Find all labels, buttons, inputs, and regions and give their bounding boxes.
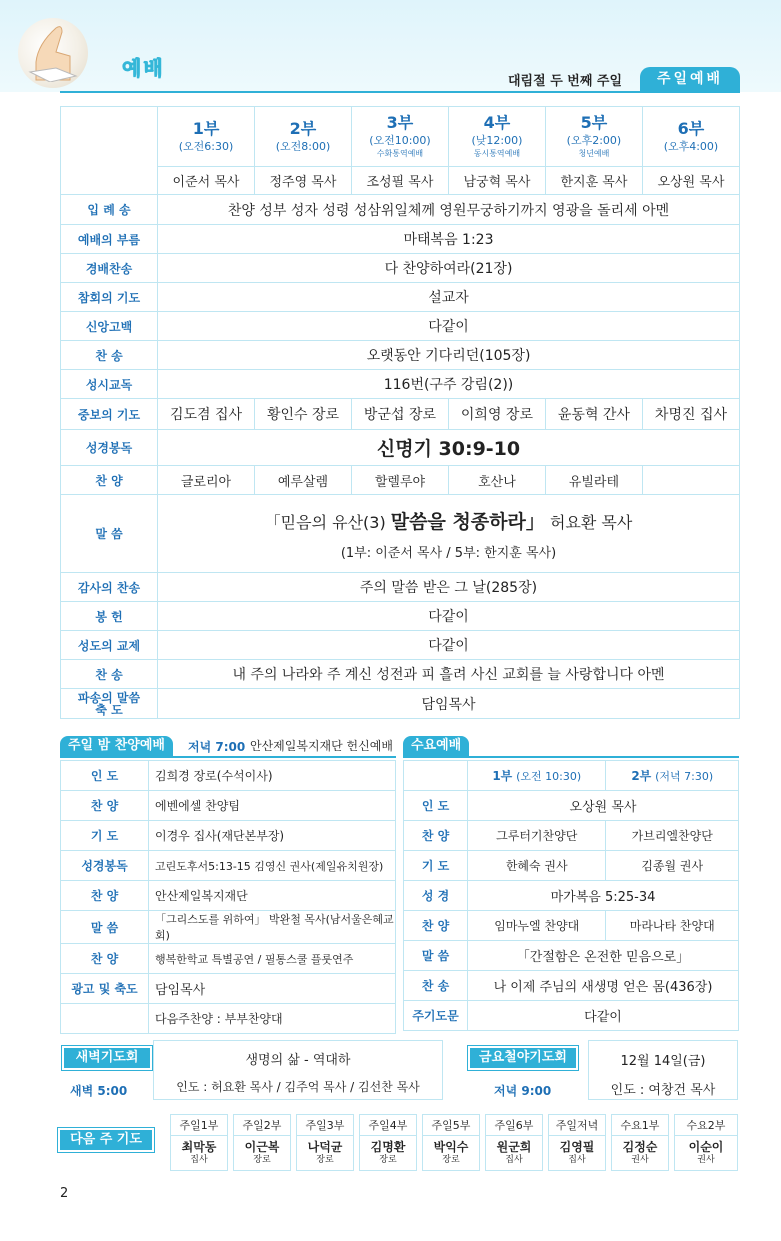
- row-value: 내 주의 나라와 주 계신 성전과 피 흘려 사신 교회를 늘 사랑합니다 아멘: [158, 660, 740, 689]
- intercessor: 윤동혁 간사: [545, 399, 642, 430]
- row-value: 행복한학교 특별공연 / 필통스쿨 플룻연주: [149, 944, 396, 974]
- blank-cell: [61, 1004, 149, 1034]
- row-value: 그루터기찬양단: [468, 821, 606, 851]
- row-label: 성 경: [404, 881, 468, 911]
- part-pastor: 조성필 목사: [351, 167, 448, 195]
- next-prayer-item: 주일4부 김명환 장로: [359, 1114, 417, 1171]
- next-prayer-item: 주일3부 나덕균 장로: [296, 1114, 354, 1171]
- dawn-prayer-title: 새벽기도회: [62, 1046, 152, 1070]
- dawn-theme: 생명의 삶 - 역대하: [245, 1053, 351, 1068]
- part-pastor: 이준서 목사: [158, 167, 255, 195]
- week-subtitle: 대림절 두 번째 주일: [508, 74, 623, 89]
- intercessor: 방군섭 장로: [351, 399, 448, 430]
- row-value: 가브리엘찬양단: [606, 821, 739, 851]
- row-value: 임마누엘 찬양대: [468, 911, 606, 941]
- row-label: 성도의 교제: [61, 631, 158, 660]
- row-label: 성시교독: [61, 370, 158, 399]
- choir-song: 글로리아: [158, 466, 255, 495]
- next-prayer-item: 주일6부 원군희 집사: [485, 1114, 543, 1171]
- intercessor: 이희영 장로: [448, 399, 545, 430]
- row-label: 말 씀: [404, 941, 468, 971]
- part-pastor: 한지훈 목사: [545, 167, 642, 195]
- choir-song: 예루살렘: [254, 466, 351, 495]
- next-prayer-item: 주일1부 최막동 집사: [170, 1114, 228, 1171]
- section-title: 예배: [122, 56, 165, 80]
- friday-prayer-time: 저녁 9:00: [494, 1084, 552, 1098]
- divider: [403, 756, 739, 758]
- part-header: 5부 (오후2:00) 청년예배: [545, 107, 642, 167]
- part-pastor: 남궁혁 목사: [448, 167, 545, 195]
- row-label: 신앙고백: [61, 312, 158, 341]
- praying-hands-icon: [18, 18, 88, 88]
- dawn-leaders: 인도 : 허요환 목사 / 김주억 목사 / 김선찬 목사: [176, 1080, 420, 1094]
- row-value: 오상원 목사: [468, 791, 739, 821]
- sermon-note: (1부: 이준서 목사 / 5부: 한지훈 목사): [340, 545, 557, 561]
- row-label: 광고 및 축도: [61, 974, 149, 1004]
- row-label: 찬 송: [61, 341, 158, 370]
- next-prayer-item: 수요1부 김정순 권사: [611, 1114, 669, 1171]
- choir-song: 유빌라테: [545, 466, 642, 495]
- row-label: 인 도: [404, 791, 468, 821]
- part-header: 3부 (오전10:00) 수화통역예배: [351, 107, 448, 167]
- choir-song: 할렐루야: [351, 466, 448, 495]
- friday-leader: 인도 : 여창건 목사: [610, 1083, 716, 1098]
- sunday-order-table: [60, 106, 740, 719]
- row-value: 마가복음 5:25-34: [468, 881, 739, 911]
- row-value: 찬양 성부 성자 성령 성삼위일체께 영원무궁하기까지 영광을 돌리세 아멘: [158, 195, 740, 225]
- dawn-prayer-box: [153, 1040, 443, 1100]
- intercessor: 차명진 집사: [642, 399, 739, 430]
- row-value: 다같이: [158, 602, 740, 631]
- sermon-series: 「믿음의 유산(3): [264, 512, 386, 532]
- row-label: 찬 양: [61, 791, 149, 821]
- friday-prayer-title: 금요철야기도회: [468, 1046, 578, 1070]
- row-label: 봉 헌: [61, 602, 158, 631]
- row-value: 마라나타 찬양대: [606, 911, 739, 941]
- row-label: 경배찬송: [61, 254, 158, 283]
- row-label: 찬 양: [61, 881, 149, 911]
- row-value: 마태복음 1:23: [158, 225, 740, 254]
- row-label: 성경봉독: [61, 430, 158, 466]
- part-header: 6부 (오후4:00): [642, 107, 739, 167]
- tab-evening-worship: 주일 밤 찬양예배: [60, 736, 173, 756]
- row-label: 예배의 부름: [61, 225, 158, 254]
- dawn-prayer-time: 새벽 5:00: [70, 1084, 128, 1098]
- part-pastor: 정주영 목사: [254, 167, 351, 195]
- row-label: 감사의 찬송: [61, 573, 158, 602]
- row-value: 「그리스도를 위하여」 박완철 목사(남서울은혜교회): [149, 911, 396, 944]
- row-value: 다같이: [468, 1001, 739, 1031]
- row-value: 「간절함은 온전한 믿음으로」: [468, 941, 739, 971]
- row-label: 찬 양: [61, 466, 158, 495]
- next-week-choir: 다음주찬양 : 부부찬양대: [149, 1004, 396, 1034]
- row-label: 말 씀: [61, 911, 149, 944]
- row-label: 주기도문: [404, 1001, 468, 1031]
- row-label: 기 도: [61, 821, 149, 851]
- row-label: 찬 양: [404, 821, 468, 851]
- row-label: 찬 양: [61, 944, 149, 974]
- row-value: 안산제일복지재단: [149, 881, 396, 911]
- row-label: 참회의 기도: [61, 283, 158, 312]
- sermon-title: 말씀을 청종하라」: [390, 510, 545, 533]
- row-label: 파송의 말씀 축 도: [61, 689, 158, 719]
- evening-order-table: [60, 760, 396, 1034]
- row-value: 담임목사: [149, 974, 396, 1004]
- next-prayer-item: 주일2부 이근복 장로: [233, 1114, 291, 1171]
- sermon-preacher: 허요환 목사: [549, 512, 633, 532]
- row-label: 기 도: [404, 851, 468, 881]
- row-label: 중보의 기도: [61, 399, 158, 430]
- row-value: 나 이제 주님의 새생명 얻은 몸(436장): [468, 971, 739, 1001]
- row-value: 이경우 집사(재단본부장): [149, 821, 396, 851]
- corner-cell: [404, 761, 468, 791]
- friday-prayer-box: [588, 1040, 738, 1100]
- row-value: 김종월 권사: [606, 851, 739, 881]
- friday-date: 12월 14일(금): [620, 1054, 706, 1069]
- next-prayer-title: 다음 주 기도: [58, 1128, 154, 1152]
- choir-song: 호산나: [448, 466, 545, 495]
- choir-song-empty: [642, 466, 739, 495]
- row-value: 주의 말씀 받은 그 날(285장): [158, 573, 740, 602]
- part-header: 2부 (오전8:00): [254, 107, 351, 167]
- scripture-reading: 신명기 30:9-10: [158, 430, 740, 466]
- wednesday-order-table: [403, 760, 739, 1031]
- row-value: 다 찬양하여라(21장): [158, 254, 740, 283]
- next-prayer-item: 주일저녁 김영필 집사: [548, 1114, 606, 1171]
- row-value: 한혜숙 권사: [468, 851, 606, 881]
- next-prayer-item: 수요2부 이순이 권사: [674, 1114, 738, 1171]
- row-value: 김희경 장로(수석이사): [149, 761, 396, 791]
- row-value: 다같이: [158, 312, 740, 341]
- divider: [60, 756, 396, 758]
- row-value: 설교자: [158, 283, 740, 312]
- wed-part1-header: 1부 (오전 10:30): [468, 761, 606, 791]
- corner-cell: [61, 107, 158, 195]
- evening-theme: 안산제일복지재단 헌신예배: [250, 739, 393, 753]
- next-prayer-item: 주일5부 박익수 장로: [422, 1114, 480, 1171]
- row-value: 116번(구주 강림(2)): [158, 370, 740, 399]
- page-number: 2: [60, 1186, 69, 1201]
- row-value: 담임목사: [158, 689, 740, 719]
- row-label: 찬 양: [404, 911, 468, 941]
- row-label: 찬 송: [404, 971, 468, 1001]
- row-value: 오랫동안 기다리던(105장): [158, 341, 740, 370]
- tab-sunday-worship: 주일예배: [640, 67, 740, 91]
- row-label: 찬 송: [61, 660, 158, 689]
- wed-part2-header: 2부 (저녁 7:30): [606, 761, 739, 791]
- row-value: 에벤에셀 찬양팀: [149, 791, 396, 821]
- intercessor: 황인수 장로: [254, 399, 351, 430]
- tab-wednesday-worship: 수요예배: [403, 736, 469, 756]
- intercessor: 김도겸 집사: [158, 399, 255, 430]
- part-pastor: 오상원 목사: [642, 167, 739, 195]
- part-header: 4부 (낮12:00) 동시통역예배: [448, 107, 545, 167]
- evening-time: 저녁 7:00: [188, 740, 246, 754]
- row-label: 성경봉독: [61, 851, 149, 881]
- row-value: 고린도후서5:13-15 김영신 권사(제일유치원장): [149, 851, 396, 881]
- divider: [60, 91, 740, 93]
- row-value: 다같이: [158, 631, 740, 660]
- sermon: [158, 495, 740, 573]
- row-label: 인 도: [61, 761, 149, 791]
- row-label: 말 씀: [61, 495, 158, 573]
- row-label: 입 례 송: [61, 195, 158, 225]
- part-header: 1부 (오전6:30): [158, 107, 255, 167]
